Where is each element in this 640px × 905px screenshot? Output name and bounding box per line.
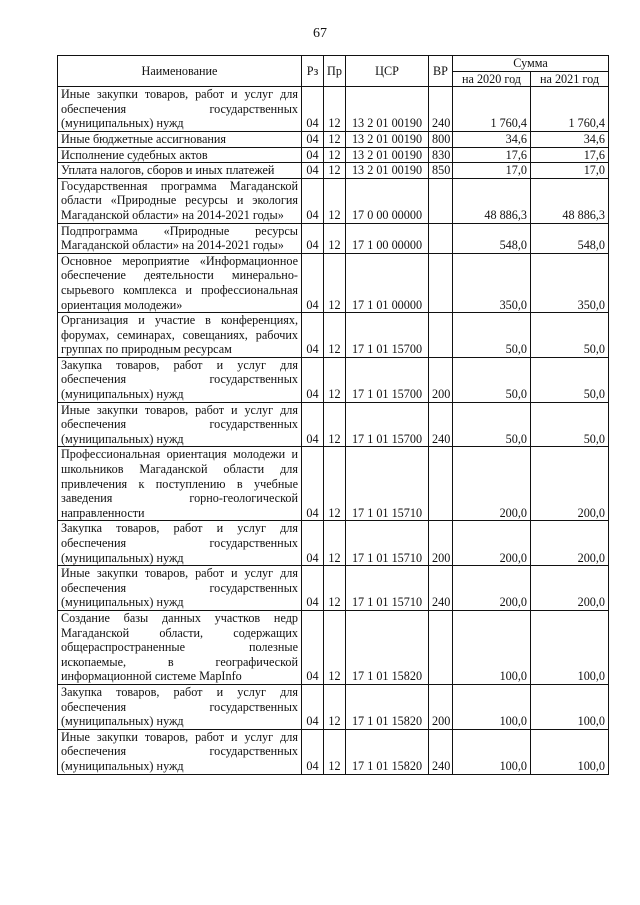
cell-pr: 12 bbox=[324, 131, 346, 147]
cell-vr bbox=[429, 178, 453, 223]
cell-vr bbox=[429, 223, 453, 253]
table-row bbox=[58, 223, 609, 253]
cell-sum-2021: 100,0 bbox=[531, 684, 609, 729]
table-row bbox=[58, 163, 609, 179]
cell-csr: 17 1 01 15700 bbox=[346, 357, 429, 402]
cell-vr: 200 bbox=[429, 357, 453, 402]
table-row bbox=[58, 521, 609, 566]
table-row bbox=[58, 131, 609, 147]
table-row bbox=[58, 357, 609, 402]
cell-sum-2021: 350,0 bbox=[531, 253, 609, 312]
cell-name: Закупка товаров, работ и услуг для обеспечения государственных (муниципальных) нужд bbox=[58, 684, 302, 729]
cell-name: Иные закупки товаров, работ и услуг для обеспечения государственных (муниципальных) нужд bbox=[58, 87, 302, 132]
cell-sum-2020: 34,6 bbox=[453, 131, 531, 147]
cell-vr: 240 bbox=[429, 729, 453, 774]
cell-rz: 04 bbox=[302, 313, 324, 358]
cell-vr: 800 bbox=[429, 131, 453, 147]
header-vr: ВР bbox=[429, 56, 453, 87]
table-row bbox=[58, 253, 609, 312]
cell-sum-2021: 100,0 bbox=[531, 610, 609, 684]
table-row bbox=[58, 684, 609, 729]
header-sum: Сумма bbox=[453, 56, 609, 72]
cell-rz: 04 bbox=[302, 253, 324, 312]
cell-rz: 04 bbox=[302, 147, 324, 163]
cell-csr: 17 1 01 15700 bbox=[346, 313, 429, 358]
table-row bbox=[58, 610, 609, 684]
cell-rz: 04 bbox=[302, 163, 324, 179]
cell-vr bbox=[429, 610, 453, 684]
cell-name: Организация и участие в конференциях, форумах, семинарах, совещаниях, рабочих группах по природным ресурсам bbox=[58, 313, 302, 358]
cell-sum-2021: 100,0 bbox=[531, 729, 609, 774]
cell-rz: 04 bbox=[302, 357, 324, 402]
cell-sum-2021: 1 760,4 bbox=[531, 87, 609, 132]
cell-csr: 13 2 01 00190 bbox=[346, 87, 429, 132]
cell-sum-2020: 200,0 bbox=[453, 447, 531, 521]
cell-rz: 04 bbox=[302, 131, 324, 147]
cell-pr: 12 bbox=[324, 566, 346, 611]
table-row bbox=[58, 87, 609, 132]
table-row bbox=[58, 447, 609, 521]
table-row bbox=[58, 178, 609, 223]
cell-csr: 17 1 01 15710 bbox=[346, 521, 429, 566]
cell-sum-2021: 200,0 bbox=[531, 447, 609, 521]
cell-name: Исполнение судебных актов bbox=[58, 147, 302, 163]
cell-rz: 04 bbox=[302, 729, 324, 774]
cell-sum-2020: 100,0 bbox=[453, 610, 531, 684]
cell-sum-2020: 50,0 bbox=[453, 357, 531, 402]
cell-vr bbox=[429, 447, 453, 521]
cell-pr: 12 bbox=[324, 147, 346, 163]
cell-name: Закупка товаров, работ и услуг для обеспечения государственных (муниципальных) нужд bbox=[58, 357, 302, 402]
cell-pr: 12 bbox=[324, 87, 346, 132]
cell-vr: 240 bbox=[429, 87, 453, 132]
cell-sum-2021: 48 886,3 bbox=[531, 178, 609, 223]
header-csr: ЦСР bbox=[346, 56, 429, 87]
cell-pr: 12 bbox=[324, 178, 346, 223]
header-year-2021: на 2021 год bbox=[531, 71, 609, 87]
cell-sum-2021: 34,6 bbox=[531, 131, 609, 147]
cell-vr: 200 bbox=[429, 521, 453, 566]
table-row bbox=[58, 402, 609, 447]
cell-sum-2020: 350,0 bbox=[453, 253, 531, 312]
cell-name: Создание базы данных участков недр Магаданской области, содержащих общераспространенные полезные ископаемые, в географической информационной системе MapInfo bbox=[58, 610, 302, 684]
cell-rz: 04 bbox=[302, 402, 324, 447]
cell-rz: 04 bbox=[302, 447, 324, 521]
cell-csr: 13 2 01 00190 bbox=[346, 147, 429, 163]
cell-pr: 12 bbox=[324, 610, 346, 684]
cell-pr: 12 bbox=[324, 223, 346, 253]
table-row bbox=[58, 313, 609, 358]
cell-sum-2020: 17,0 bbox=[453, 163, 531, 179]
cell-rz: 04 bbox=[302, 684, 324, 729]
cell-vr bbox=[429, 313, 453, 358]
cell-name: Закупка товаров, работ и услуг для обеспечения государственных (муниципальных) нужд bbox=[58, 521, 302, 566]
header-rz: Рз bbox=[302, 56, 324, 87]
cell-vr: 850 bbox=[429, 163, 453, 179]
page-number: 67 bbox=[313, 26, 327, 41]
cell-csr: 17 1 01 15820 bbox=[346, 684, 429, 729]
cell-rz: 04 bbox=[302, 521, 324, 566]
cell-sum-2020: 200,0 bbox=[453, 566, 531, 611]
header-pr: Пр bbox=[324, 56, 346, 87]
cell-pr: 12 bbox=[324, 313, 346, 358]
cell-pr: 12 bbox=[324, 357, 346, 402]
cell-name: Иные закупки товаров, работ и услуг для обеспечения государственных (муниципальных) нужд bbox=[58, 402, 302, 447]
cell-vr: 240 bbox=[429, 402, 453, 447]
cell-pr: 12 bbox=[324, 163, 346, 179]
cell-name: Государственная программа Магаданской области «Природные ресурсы и экология Магаданской области» на 2014-2021 годы» bbox=[58, 178, 302, 223]
cell-rz: 04 bbox=[302, 223, 324, 253]
cell-sum-2021: 200,0 bbox=[531, 566, 609, 611]
cell-csr: 13 2 01 00190 bbox=[346, 131, 429, 147]
cell-pr: 12 bbox=[324, 729, 346, 774]
cell-pr: 12 bbox=[324, 447, 346, 521]
cell-sum-2021: 17,0 bbox=[531, 163, 609, 179]
budget-table bbox=[57, 55, 609, 775]
cell-csr: 17 1 01 15710 bbox=[346, 566, 429, 611]
cell-rz: 04 bbox=[302, 566, 324, 611]
cell-csr: 17 1 01 15820 bbox=[346, 610, 429, 684]
cell-name: Подпрограмма «Природные ресурсы Магаданской области» на 2014-2021 годы» bbox=[58, 223, 302, 253]
cell-sum-2020: 50,0 bbox=[453, 313, 531, 358]
cell-sum-2020: 1 760,4 bbox=[453, 87, 531, 132]
cell-csr: 17 1 00 00000 bbox=[346, 223, 429, 253]
cell-pr: 12 bbox=[324, 684, 346, 729]
cell-pr: 12 bbox=[324, 253, 346, 312]
cell-sum-2020: 100,0 bbox=[453, 684, 531, 729]
cell-csr: 17 1 01 15710 bbox=[346, 447, 429, 521]
cell-sum-2021: 548,0 bbox=[531, 223, 609, 253]
cell-rz: 04 bbox=[302, 178, 324, 223]
cell-rz: 04 bbox=[302, 87, 324, 132]
cell-sum-2021: 50,0 bbox=[531, 357, 609, 402]
cell-pr: 12 bbox=[324, 402, 346, 447]
cell-csr: 17 0 00 00000 bbox=[346, 178, 429, 223]
cell-vr: 200 bbox=[429, 684, 453, 729]
cell-csr: 17 1 01 00000 bbox=[346, 253, 429, 312]
cell-name: Основное мероприятие «Информационное обеспечение деятельности минерально-сырьевого комплекса и профессиональная ориентация молодежи» bbox=[58, 253, 302, 312]
cell-sum-2021: 50,0 bbox=[531, 313, 609, 358]
cell-sum-2021: 50,0 bbox=[531, 402, 609, 447]
cell-rz: 04 bbox=[302, 610, 324, 684]
cell-pr: 12 bbox=[324, 521, 346, 566]
cell-sum-2020: 100,0 bbox=[453, 729, 531, 774]
cell-vr bbox=[429, 253, 453, 312]
cell-name: Иные закупки товаров, работ и услуг для обеспечения государственных (муниципальных) нужд bbox=[58, 729, 302, 774]
table-row bbox=[58, 729, 609, 774]
table-row bbox=[58, 147, 609, 163]
cell-name: Уплата налогов, сборов и иных платежей bbox=[58, 163, 302, 179]
cell-sum-2020: 200,0 bbox=[453, 521, 531, 566]
cell-name: Иные закупки товаров, работ и услуг для обеспечения государственных (муниципальных) нужд bbox=[58, 566, 302, 611]
table-row bbox=[58, 566, 609, 611]
cell-sum-2020: 48 886,3 bbox=[453, 178, 531, 223]
cell-sum-2021: 17,6 bbox=[531, 147, 609, 163]
cell-sum-2020: 50,0 bbox=[453, 402, 531, 447]
cell-sum-2020: 17,6 bbox=[453, 147, 531, 163]
header-year-2020: на 2020 год bbox=[453, 71, 531, 87]
cell-csr: 17 1 01 15820 bbox=[346, 729, 429, 774]
cell-csr: 17 1 01 15700 bbox=[346, 402, 429, 447]
table-body bbox=[58, 87, 609, 774]
cell-sum-2020: 548,0 bbox=[453, 223, 531, 253]
cell-vr: 830 bbox=[429, 147, 453, 163]
cell-name: Профессиональная ориентация молодежи и школьников Магаданской области для привлечения к поступлению в учебные заведения горно-геологической направленности bbox=[58, 447, 302, 521]
cell-csr: 13 2 01 00190 bbox=[346, 163, 429, 179]
cell-name: Иные бюджетные ассигнования bbox=[58, 131, 302, 147]
cell-vr: 240 bbox=[429, 566, 453, 611]
cell-sum-2021: 200,0 bbox=[531, 521, 609, 566]
header-name: Наименование bbox=[58, 56, 302, 87]
